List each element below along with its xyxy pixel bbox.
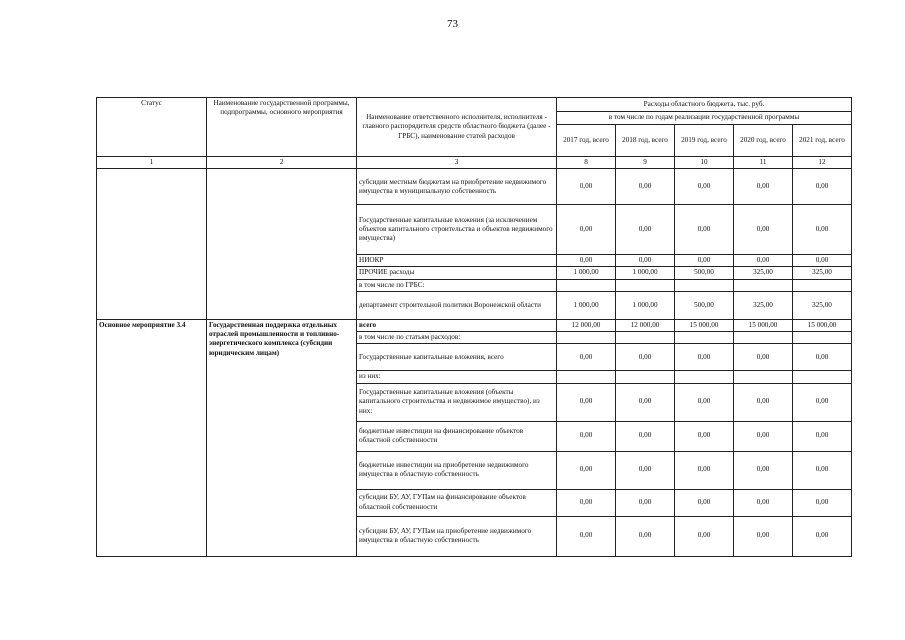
header-year: 2017 год, всего <box>557 125 616 157</box>
row-value: 0,00 <box>675 489 734 516</box>
row-value: 0,00 <box>793 421 852 451</box>
row-value: 0,00 <box>675 516 734 556</box>
row-value: 0,00 <box>793 489 852 516</box>
row-value <box>675 279 734 291</box>
block-status: Основное мероприятие 3.4 <box>97 319 207 556</box>
header-expenses: Расходы областного бюджета, тыс. руб. <box>557 98 852 112</box>
row-label: в том числе по ГРБС: <box>357 279 557 291</box>
row-value <box>557 279 616 291</box>
row-value: 325,00 <box>734 291 793 319</box>
block-name: Государственная поддержка отдельных отраслей промышленности и топливно-энергетического комплекса (субсидии юридическим лицам) <box>207 319 357 556</box>
header-year: 2018 год, всего <box>616 125 675 157</box>
table-row <box>97 169 852 205</box>
row-value: 0,00 <box>616 169 675 205</box>
row-value: 0,00 <box>675 451 734 489</box>
row-value: 0,00 <box>793 344 852 371</box>
header-row-1 <box>97 98 852 112</box>
row-value: 0,00 <box>734 169 793 205</box>
row-label: департамент строительной политики Воронежской области <box>357 291 557 319</box>
row-value: 0,00 <box>734 489 793 516</box>
row-label: Государственные капитальные вложения (объекты капитального строительства и недвижимое имущество), из них: <box>357 383 557 421</box>
row-value: 15 000,00 <box>734 319 793 331</box>
row-value: 0,00 <box>675 255 734 267</box>
page-number: 73 <box>447 18 458 30</box>
row-value: 0,00 <box>616 451 675 489</box>
row-value: 0,00 <box>734 421 793 451</box>
row-value <box>675 371 734 383</box>
row-value <box>675 332 734 344</box>
row-value: 0,00 <box>675 344 734 371</box>
row-value: 0,00 <box>793 205 852 255</box>
row-value: 0,00 <box>793 451 852 489</box>
row-label: Государственные капитальные вложения, всего <box>357 344 557 371</box>
row-value: 0,00 <box>616 344 675 371</box>
row-value: 0,00 <box>616 205 675 255</box>
row-label: бюджетные инвестиции на приобретение недвижимого имущества в областную собственность <box>357 451 557 489</box>
table-row <box>97 319 852 331</box>
row-value: 0,00 <box>557 516 616 556</box>
row-value <box>616 279 675 291</box>
row-value <box>793 279 852 291</box>
row-value: 0,00 <box>793 169 852 205</box>
row-label: ПРОЧИЕ расходы <box>357 267 557 279</box>
row-label: субсидии БУ, АУ, ГУПам на финансирование объектов областной собственности <box>357 489 557 516</box>
row-value: 0,00 <box>734 255 793 267</box>
header-year: 2020 год, всего <box>734 125 793 157</box>
row-value: 0,00 <box>557 421 616 451</box>
row-value <box>557 332 616 344</box>
row-label: всего <box>357 319 557 331</box>
row-label: субсидии БУ, АУ, ГУПам на приобретение недвижимого имущества в областную собственность <box>357 516 557 556</box>
row-value <box>793 332 852 344</box>
row-value: 1 000,00 <box>616 267 675 279</box>
header-status: Статус <box>97 98 207 157</box>
row-value: 0,00 <box>557 205 616 255</box>
row-value: 0,00 <box>616 383 675 421</box>
row-value: 0,00 <box>734 205 793 255</box>
header-executor: Наименование ответственного исполнителя, исполнителя - главного распорядителя средств областного бюджета (далее - ГРБС), наименование статей расходов <box>357 98 557 157</box>
row-value <box>734 371 793 383</box>
row-value: 15 000,00 <box>793 319 852 331</box>
row-value: 325,00 <box>734 267 793 279</box>
row-value: 0,00 <box>616 255 675 267</box>
row-value: 0,00 <box>734 451 793 489</box>
row-value: 0,00 <box>557 255 616 267</box>
row-value: 0,00 <box>734 383 793 421</box>
row-value: 0,00 <box>616 516 675 556</box>
column-number: 1 <box>97 157 207 169</box>
row-value: 325,00 <box>793 267 852 279</box>
row-value: 1 000,00 <box>616 291 675 319</box>
row-value <box>793 371 852 383</box>
row-value: 0,00 <box>616 489 675 516</box>
row-value <box>616 332 675 344</box>
row-value: 15 000,00 <box>675 319 734 331</box>
status-cell-empty <box>97 169 207 320</box>
row-value: 0,00 <box>557 344 616 371</box>
row-value: 12 000,00 <box>616 319 675 331</box>
header-year: 2021 год, всего <box>793 125 852 157</box>
row-value <box>734 332 793 344</box>
row-value: 0,00 <box>675 205 734 255</box>
row-value <box>557 371 616 383</box>
column-number: 8 <box>557 157 616 169</box>
row-label: бюджетные инвестиции на финансирование объектов областной собственности <box>357 421 557 451</box>
row-value: 0,00 <box>734 516 793 556</box>
row-value: 325,00 <box>793 291 852 319</box>
header-by-years: в том числе по годам реализации государственной программы <box>557 112 852 125</box>
row-value: 1 000,00 <box>557 267 616 279</box>
header-year: 2019 год, всего <box>675 125 734 157</box>
row-value: 0,00 <box>557 451 616 489</box>
row-value: 1 000,00 <box>557 291 616 319</box>
column-number: 12 <box>793 157 852 169</box>
row-value: 0,00 <box>734 344 793 371</box>
row-label: из них: <box>357 371 557 383</box>
column-number: 9 <box>616 157 675 169</box>
row-value: 0,00 <box>675 383 734 421</box>
row-label: субсидии местным бюджетам на приобретение недвижимого имущества в муниципальную собственность <box>357 169 557 205</box>
header-program: Наименование государственной программы, подпрограммы, основного мероприятия <box>207 98 357 157</box>
row-value: 12 000,00 <box>557 319 616 331</box>
row-value: 0,00 <box>557 489 616 516</box>
row-label: Государственные капитальные вложения (за исключением объектов капитального строительства и объектов недвижимого имущества) <box>357 205 557 255</box>
row-value: 500,00 <box>675 291 734 319</box>
row-value: 0,00 <box>616 421 675 451</box>
row-value: 0,00 <box>557 169 616 205</box>
column-number: 10 <box>675 157 734 169</box>
row-value <box>616 371 675 383</box>
row-value <box>734 279 793 291</box>
expenses-table <box>96 97 852 557</box>
row-value: 0,00 <box>793 255 852 267</box>
row-value: 0,00 <box>675 169 734 205</box>
column-number: 11 <box>734 157 793 169</box>
row-value: 0,00 <box>793 516 852 556</box>
row-label: НИОКР <box>357 255 557 267</box>
column-number: 3 <box>357 157 557 169</box>
column-number: 2 <box>207 157 357 169</box>
program-cell-empty <box>207 169 357 320</box>
row-value: 500,00 <box>675 267 734 279</box>
row-value: 0,00 <box>557 383 616 421</box>
row-value: 0,00 <box>793 383 852 421</box>
row-label: в том числе по статьям расходов: <box>357 332 557 344</box>
row-value: 0,00 <box>675 421 734 451</box>
column-numbers-row <box>97 157 852 169</box>
